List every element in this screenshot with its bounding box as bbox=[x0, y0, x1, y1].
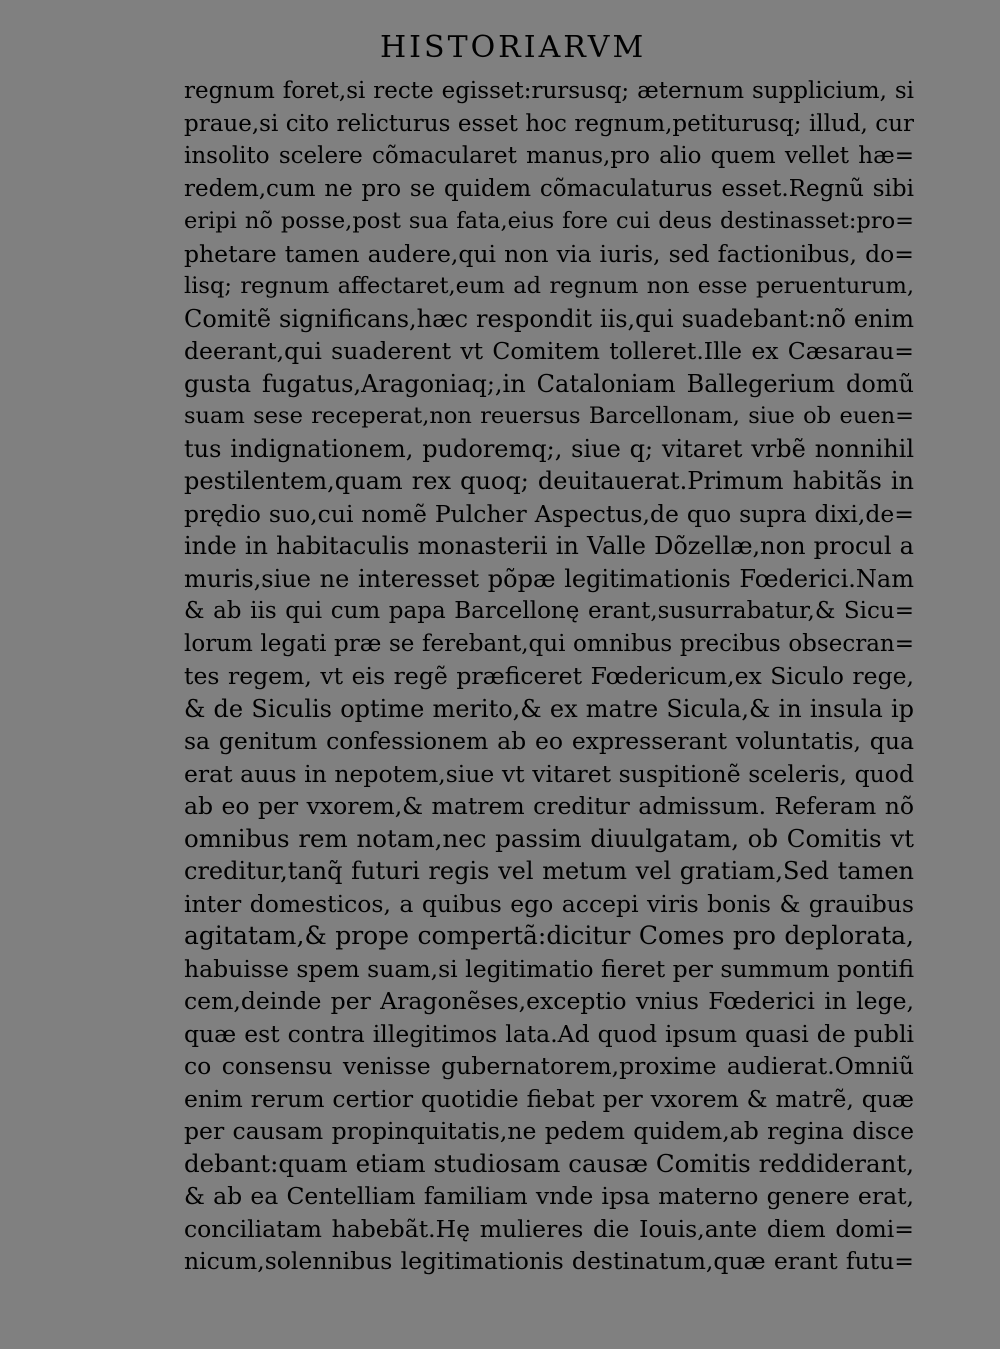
text-line: lorum legati præ se ferebant,qui omnibus precibus obsecran= bbox=[184, 630, 914, 657]
text-line: muris,siue ne interesset põpæ legitimationis Fœderici.Nam bbox=[184, 564, 914, 593]
text-line: prędio suo,cui nomẽ Pulcher Aspectus,de quo supra dixi,de= bbox=[184, 499, 914, 528]
text-line: & ab ea Centelliam familiam vnde ipsa materno genere erat, bbox=[184, 1182, 914, 1210]
text-line: eripi nõ posse,post sua fata,eius fore cui deus destinasset:pro= bbox=[184, 208, 914, 234]
text-line: inde in habitaculis monasterii in Valle Dõzellæ,non procul a bbox=[184, 532, 914, 560]
text-line: per causam propinquitatis,ne pedem quidem,ab regina disce bbox=[184, 1117, 914, 1145]
text-line: suam sese receperat,non reuersus Barcellonam, siue ob euen= bbox=[184, 403, 914, 429]
text-line: deerant,qui suaderent vt Comitem tolleret.Ille ex Cæsarau= bbox=[184, 337, 914, 365]
text-line: & ab iis qui cum papa Barcellonę erant,susurrabatur,& Sicu= bbox=[184, 598, 914, 624]
text-line: & de Siculis optime merito,& ex matre Sicula,& in insula ip bbox=[184, 694, 914, 723]
text-line: quæ est contra illegitimos lata.Ad quod ipsum quasi de publi bbox=[184, 1019, 914, 1048]
text-line: regnum foret,si recte egisset:rursusq; æternum supplicium, si bbox=[184, 78, 914, 104]
text-line: debant:quam etiam studiosam causæ Comitis reddiderant, bbox=[184, 1148, 914, 1178]
text-line: tus indignationem, pudoremq;, siue q; vitaret vrbẽ nonnihil bbox=[184, 434, 914, 463]
text-line: lisq; regnum affectaret,eum ad regnum non esse peruenturum, bbox=[184, 273, 914, 299]
text-line: inter domesticos, a quibus ego accepi viris bonis & grauibus bbox=[184, 889, 914, 918]
text-line: co consensu venisse gubernatorem,proxime audierat.Omniũ bbox=[184, 1052, 914, 1080]
text-line: erat auus in nepotem,siue vt vitaret suspitionẽ sceleris, quod bbox=[184, 759, 914, 788]
text-block bbox=[184, 75, 914, 1278]
text-line: nicum,solennibus legitimationis destinatum,quæ erant futu= bbox=[184, 1247, 914, 1275]
text-line: creditur,tanq̃ futuri regis vel metum vel gratiam,Sed tamen bbox=[184, 857, 914, 885]
text-line: agitatam,& prope compertã:dicitur Comes pro deplorata, bbox=[184, 921, 914, 950]
text-line: pestilentem,quam rex quoq; deuitauerat.Primum habitãs in bbox=[184, 467, 914, 495]
text-line: conciliatam habebãt.Hę mulieres die Iouis,ante diem domi= bbox=[184, 1214, 914, 1243]
text-line: redem,cum ne pro se quidem cõmaculaturus esset.Regnũ sibi bbox=[184, 175, 914, 202]
text-line: phetare tamen audere,qui non via iuris, sed factionibus, do= bbox=[184, 239, 914, 268]
text-line: sa genitum confessionem ab eo expresserant voluntatis, qua bbox=[184, 727, 914, 755]
text-line: cem,deinde per Aragonẽses,exceptio vnius Fœderici in lege, bbox=[184, 987, 914, 1015]
text-line: enim rerum certior quotidie fiebat per vxorem & matrẽ, quæ bbox=[184, 1084, 914, 1113]
text-line: ab eo per vxorem,& matrem creditur admissum. Referam nõ bbox=[184, 792, 914, 820]
text-line: tes regem, vt eis regẽ præficeret Fœdericum,ex Siculo rege, bbox=[184, 662, 914, 690]
text-line: Comitẽ significans,hæc respondit iis,qui suadebant:nõ enim bbox=[184, 304, 914, 333]
text-line: habuisse spem suam,si legitimatio fieret per summum pontifi bbox=[184, 954, 914, 983]
text-line: gusta fugatus,Aragoniaq;,in Cataloniam Ballegerium domũ bbox=[184, 369, 914, 398]
text-line: omnibus rem notam,nec passim diuulgatam, ob Comitis vt bbox=[184, 823, 914, 853]
text-line: insolito scelere cõmacularet manus,pro alio quem vellet hæ= bbox=[184, 143, 914, 169]
text-line: praue,si cito relicturus esset hoc regnum,petiturusq; illud, cur bbox=[184, 110, 914, 137]
running-head: HISTORIARVM bbox=[380, 30, 647, 65]
